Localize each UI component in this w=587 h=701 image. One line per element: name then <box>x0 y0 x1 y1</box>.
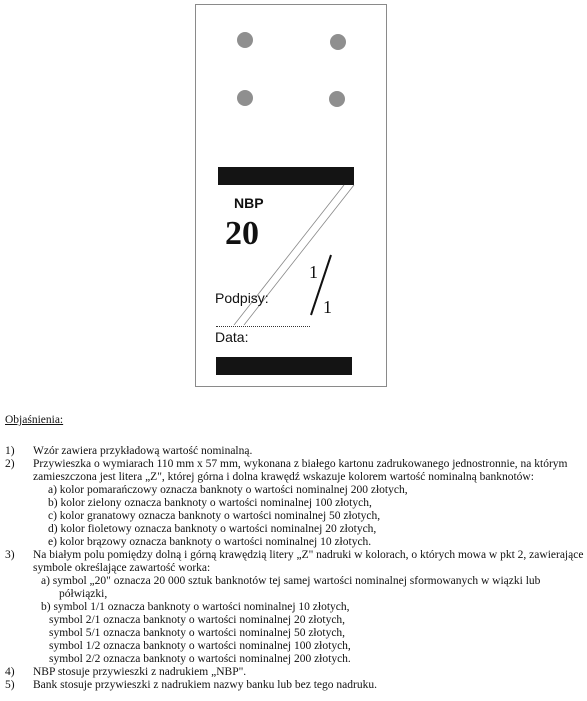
color-item: c) kolor granatowy oznacza banknoty o wartości nominalnej 50 złotych, <box>48 510 381 522</box>
symbol-item: symbol 2/1 oznacza banknoty o wartości nominalnej 20 złotych, <box>49 614 346 626</box>
explanations <box>5 414 585 692</box>
fraction-denominator: 1 <box>323 297 332 317</box>
list-item: 1) Wzór zawiera przykładową wartość nominalną. <box>5 445 253 457</box>
symbol-item: symbol 5/1 oznacza banknoty o wartości nominalnej 50 złotych, <box>49 627 346 639</box>
signatures-label: Podpisy: <box>215 290 269 306</box>
color-item: e) kolor brązowy oznacza banknoty o wartości nominalnej 10 złotych. <box>48 536 372 548</box>
z-bottom-edge-bar <box>216 357 352 375</box>
list-item: 3) Na białym polu pomiędzy dolną i górną krawędzią litery „Z" nadruki w kolorach, o których mowa w pkt 2, zawierające <box>5 549 584 561</box>
explanations-heading: Objaśnienia: <box>5 414 64 426</box>
symbol-item: a) symbol „20" oznacza 20 000 sztuk banknotów tej samej wartości nominalnej sformowanych w wiązki lub <box>41 575 541 587</box>
date-label: Data: <box>215 329 249 345</box>
color-item: b) kolor zielony oznacza banknoty o wartości nominalnej 100 złotych, <box>48 497 372 509</box>
tag-org-label: NBP <box>234 195 264 211</box>
list-item-continuation: symbole określające zawartość worka: <box>33 562 211 574</box>
symbol-item: b) symbol 1/1 oznacza banknoty o wartości nominalnej 10 złotych, <box>41 601 350 613</box>
signature-dotted-line <box>216 326 310 327</box>
color-item: d) kolor fioletowy oznacza banknoty o wartości nominalnej 20 złotych, <box>48 523 377 535</box>
bag-tag <box>195 4 387 387</box>
tag-value: 20 <box>225 215 259 252</box>
list-item: 5) Bank stosuje przywieszki z nadrukiem nazwy banku lub bez tego nadruku. <box>5 679 377 691</box>
color-item: a) kolor pomarańczowy oznacza banknoty o wartości nominalnej 200 złotych, <box>48 484 408 496</box>
list-item-continuation: zamieszczona jest litera „Z", której górna i dolna krawędź wskazuje kolorem wartość nominalną banknotów: <box>33 471 534 483</box>
list-item: 4) NBP stosuje przywieszki z nadrukiem „NBP". <box>5 666 247 678</box>
symbol-item-continuation: półwiązki, <box>59 588 108 600</box>
fraction-numerator: 1 <box>309 262 318 282</box>
list-item: 2) Przywieszka o wymiarach 110 mm x 57 mm, wykonana z białego kartonu zadrukowanego jednostronnie, na którym <box>5 458 568 470</box>
symbol-item: symbol 2/2 oznacza banknoty o wartości nominalnej 200 złotych. <box>49 653 351 665</box>
symbol-item: symbol 1/2 oznacza banknoty o wartości nominalnej 100 złotych, <box>49 640 351 652</box>
